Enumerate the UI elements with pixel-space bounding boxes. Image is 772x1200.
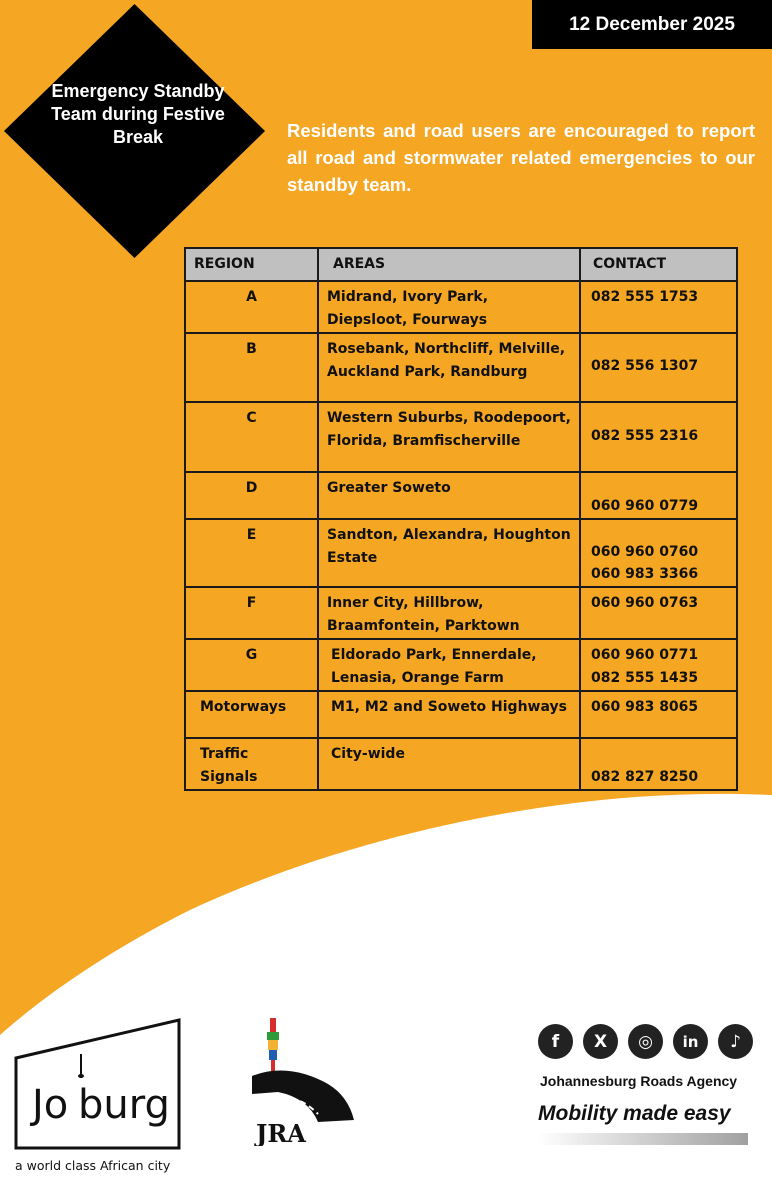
region-cell: D (185, 472, 318, 519)
contact-number-group (591, 644, 730, 690)
contact-cell (580, 738, 737, 790)
contact-number: 060 983 8065 (591, 699, 699, 715)
table-row (185, 519, 737, 587)
region-cell: Motorways (185, 691, 318, 738)
table-row (185, 738, 737, 790)
agency-name: Johannesburg Roads Agency (540, 1073, 738, 1089)
areas-cell: Western Suburbs, Roodepoort, Florida, Bramfischerville (318, 402, 580, 472)
table-row (185, 333, 737, 402)
region-cell: E (185, 519, 318, 587)
joburg-logo (14, 1018, 182, 1150)
contact-number: 060 960 0760 (591, 544, 699, 560)
areas-cell: Greater Soweto (318, 472, 580, 519)
table-header-row (185, 248, 737, 281)
contact-number: 082 556 1307 (591, 358, 699, 374)
contact-cell (580, 472, 737, 519)
date-banner: 12 December 2025 (532, 0, 772, 49)
header-areas: AREAS (318, 248, 580, 281)
facebook-icon[interactable]: f (538, 1024, 573, 1059)
contact-number: 082 555 1753 (591, 289, 699, 305)
jra-logo (248, 1014, 356, 1146)
contact-number: 082 827 8250 (591, 769, 699, 785)
contact-cell (580, 691, 737, 738)
table-row (185, 691, 737, 738)
contact-cell (580, 333, 737, 402)
contact-number: 060 960 0771 (591, 647, 699, 663)
region-cell: F (185, 587, 318, 639)
header-region: REGION (185, 248, 318, 281)
badge-title: Emergency Standby Team during Festive Break (51, 81, 225, 147)
header-contact: CONTACT (580, 248, 737, 281)
contact-cell (580, 639, 737, 691)
contact-cell (580, 587, 737, 639)
contact-number: 082 555 2316 (591, 428, 699, 444)
contact-number: 060 983 3366 (591, 566, 699, 582)
areas-cell: Midrand, Ivory Park, Diepsloot, Fourways (318, 281, 580, 333)
svg-text:Jo: Jo (32, 1082, 69, 1128)
areas-cell: M1, M2 and Soweto Highways (318, 691, 580, 738)
tiktok-icon[interactable]: ♪ (718, 1024, 753, 1059)
svg-text:burg: burg (78, 1082, 170, 1128)
standby-contacts-table (184, 247, 738, 791)
contact-number: 060 960 0779 (591, 498, 699, 514)
region-cell: G (185, 639, 318, 691)
joburg-tagline: a world class African city (15, 1158, 171, 1173)
table-row (185, 472, 737, 519)
intro-text: Residents and road users are encouraged to report all road and stormwater related emergencies to our standby team. (287, 120, 755, 195)
linkedin-icon[interactable]: in (673, 1024, 708, 1059)
svg-text:JRA: JRA (256, 1119, 306, 1146)
table-row (185, 587, 737, 639)
region-cell: B (185, 333, 318, 402)
table-row (185, 402, 737, 472)
areas-cell: Inner City, Hillbrow, Braamfontein, Parktown (318, 587, 580, 639)
contact-number-group (591, 541, 698, 585)
x-icon[interactable]: X (583, 1024, 618, 1059)
contact-number: 082 555 1435 (591, 670, 699, 686)
contact-cell (580, 281, 737, 333)
instagram-icon[interactable]: ◎ (628, 1024, 663, 1059)
contact-number: 060 960 0763 (591, 595, 699, 611)
region-cell: Traffic Signals (185, 738, 318, 790)
contact-cell (580, 402, 737, 472)
areas-cell: City-wide (318, 738, 580, 790)
table-row (185, 281, 737, 333)
region-cell: C (185, 402, 318, 472)
areas-cell: Sandton, Alexandra, Houghton Estate (318, 519, 580, 587)
contact-cell (580, 519, 737, 587)
areas-cell: Rosebank, Northcliff, Melville, Auckland Park, Randburg (318, 333, 580, 402)
slogan-gradient-bar (538, 1133, 748, 1145)
table-row (185, 639, 737, 691)
slogan: Mobility made easy (538, 1102, 731, 1125)
areas-cell: Eldorado Park, Ennerdale, Lenasia, Orange Farm (318, 639, 580, 691)
social-icons (538, 1024, 754, 1062)
region-cell: A (185, 281, 318, 333)
